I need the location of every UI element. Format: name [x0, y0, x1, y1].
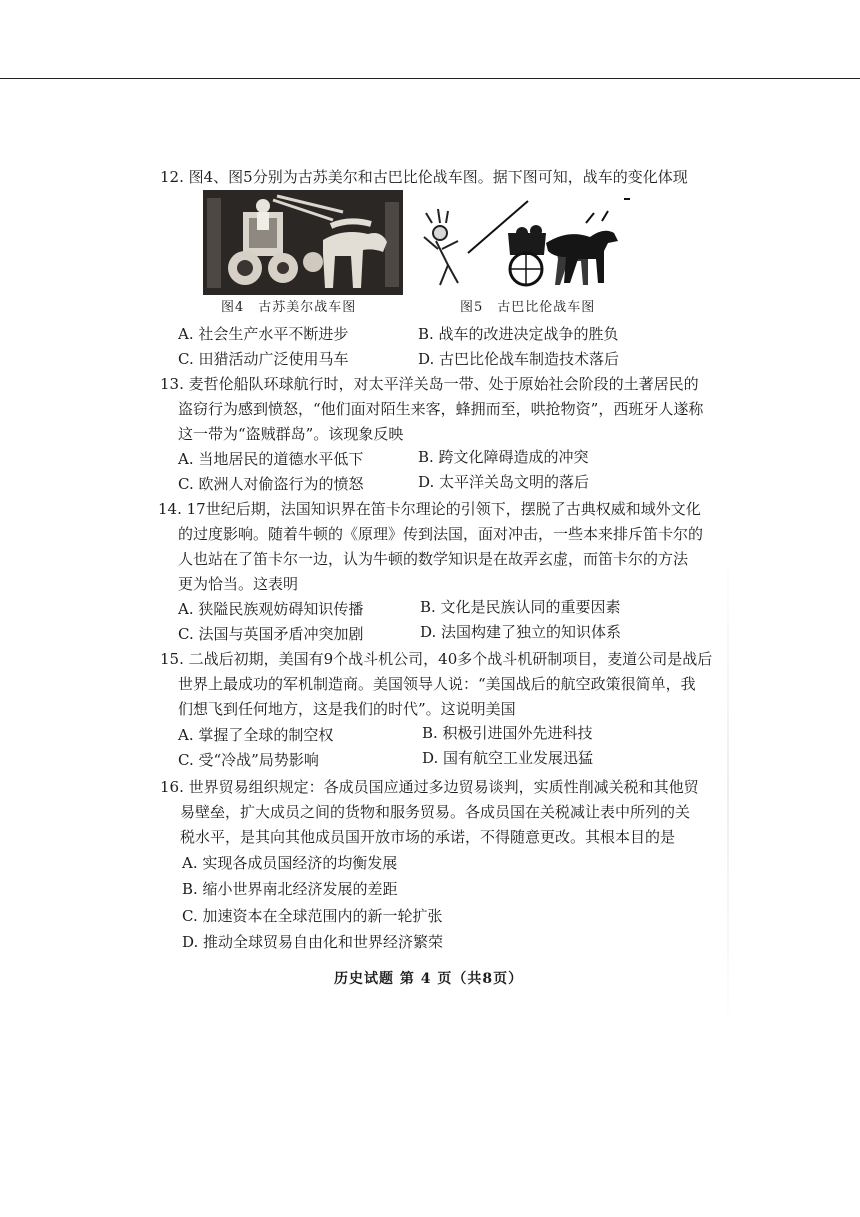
q13-option-a: A. 当地居民的道德水平低下 [178, 450, 364, 468]
q13-option-d: D. 太平洋关岛文明的落后 [418, 473, 590, 491]
q15-option-d: D. 国有航空工业发展迅猛 [422, 749, 594, 767]
q16-stem-line-2: 易壁垒，扩大成员之间的货物和服务贸易。各成员国在关税减让表中所列的关 [180, 803, 691, 821]
q14-option-b: B. 文化是民族认同的重要因素 [420, 598, 621, 616]
q14-stem-line-4: 更为恰当。这表明 [178, 575, 299, 593]
q16-option-a: A. 实现各成员国经济的均衡发展 [182, 854, 398, 872]
q14-option-a: A. 狭隘民族观妨碍知识传播 [178, 600, 364, 618]
q13-option-c: C. 欧洲人对偷盗行为的愤怒 [178, 475, 364, 493]
q13-stem-line-1: 13. 麦哲伦船队环球航行时，对太平洋关岛一带、处于原始社会阶段的土著居民的 [160, 375, 699, 393]
q12-stem-line-1: 12. 图4、图5分别为古苏美尔和古巴比伦战车图。据下图可知，战车的变化体现 [160, 168, 688, 186]
q14-option-d: D. 法国构建了独立的知识体系 [420, 623, 622, 641]
q15-option-a: A. 掌握了全球的制空权 [178, 726, 334, 744]
page-footer: 历史试题 第 4 页（共8页） [334, 971, 524, 987]
q16-option-b: B. 缩小世界南北经济发展的差距 [182, 880, 398, 898]
q15-stem-line-1: 15. 二战后初期，美国有9个战斗机公司，40多个战斗机研制项目，麦道公司是战后 [160, 650, 713, 668]
q14-stem-line-1: 14. 17世纪后期，法国知识界在笛卡尔理论的引领下，摆脱了古典权威和域外文化 [158, 500, 701, 518]
q14-stem-line-3: 人也站在了笛卡尔一边，认为牛顿的数学知识是在故弄玄虚，而笛卡尔的方法 [178, 550, 689, 568]
figure-5-caption: 图5 古巴比伦战车图 [460, 300, 596, 315]
q12-option-c: C. 田猎活动广泛使用马车 [178, 350, 349, 368]
figure-4-caption: 图4 古苏美尔战车图 [221, 300, 357, 315]
figure-4-sumerian-chariot [203, 190, 403, 295]
q16-option-d: D. 推动全球贸易自由化和世界经济繁荣 [182, 933, 444, 951]
q12-option-a: A. 社会生产水平不断进步 [178, 325, 349, 343]
scan-shadow [727, 540, 729, 1040]
q14-stem-line-2: 的过度影响。随着牛顿的《原理》传到法国，面对冲击，一些本来排斥笛卡尔的 [178, 525, 704, 543]
q12-option-d: D. 古巴比伦战车制造技术落后 [418, 350, 620, 368]
q14-option-c: C. 法国与英国矛盾冲突加剧 [178, 625, 364, 643]
q13-stem-line-3: 这一带为“盗贼群岛”。该现象反映 [178, 425, 404, 443]
q16-option-c: C. 加速资本在全球范围内的新一轮扩张 [182, 907, 443, 925]
figure-5-babylonian-chariot [418, 193, 633, 293]
q13-option-b: B. 跨文化障碍造成的冲突 [418, 448, 589, 466]
q15-option-c: C. 受“冷战”局势影响 [178, 751, 319, 769]
q16-stem-line-1: 16. 世界贸易组织规定：各成员国应通过多边贸易谈判，实质性削减关税和其他贸 [160, 778, 699, 796]
q16-stem-line-3: 税水平，是其向其他成员国开放市场的承诺，不得随意更改。其根本目的是 [180, 828, 676, 846]
q15-option-b: B. 积极引进国外先进科技 [422, 724, 593, 742]
header-rule [0, 78, 860, 79]
q15-stem-line-2: 世界上最成功的军机制造商。美国领导人说：“美国战后的航空政策很简单，我 [178, 675, 696, 693]
q13-stem-line-2: 盗窃行为感到愤怒，“他们面对陌生来客，蜂拥而至，哄抢物资”，西班牙人遂称 [178, 400, 704, 418]
q12-option-b: B. 战车的改进决定战争的胜负 [418, 325, 619, 343]
q15-stem-line-3: 们想飞到任何地方，这是我们的时代”。这说明美国 [178, 700, 516, 718]
